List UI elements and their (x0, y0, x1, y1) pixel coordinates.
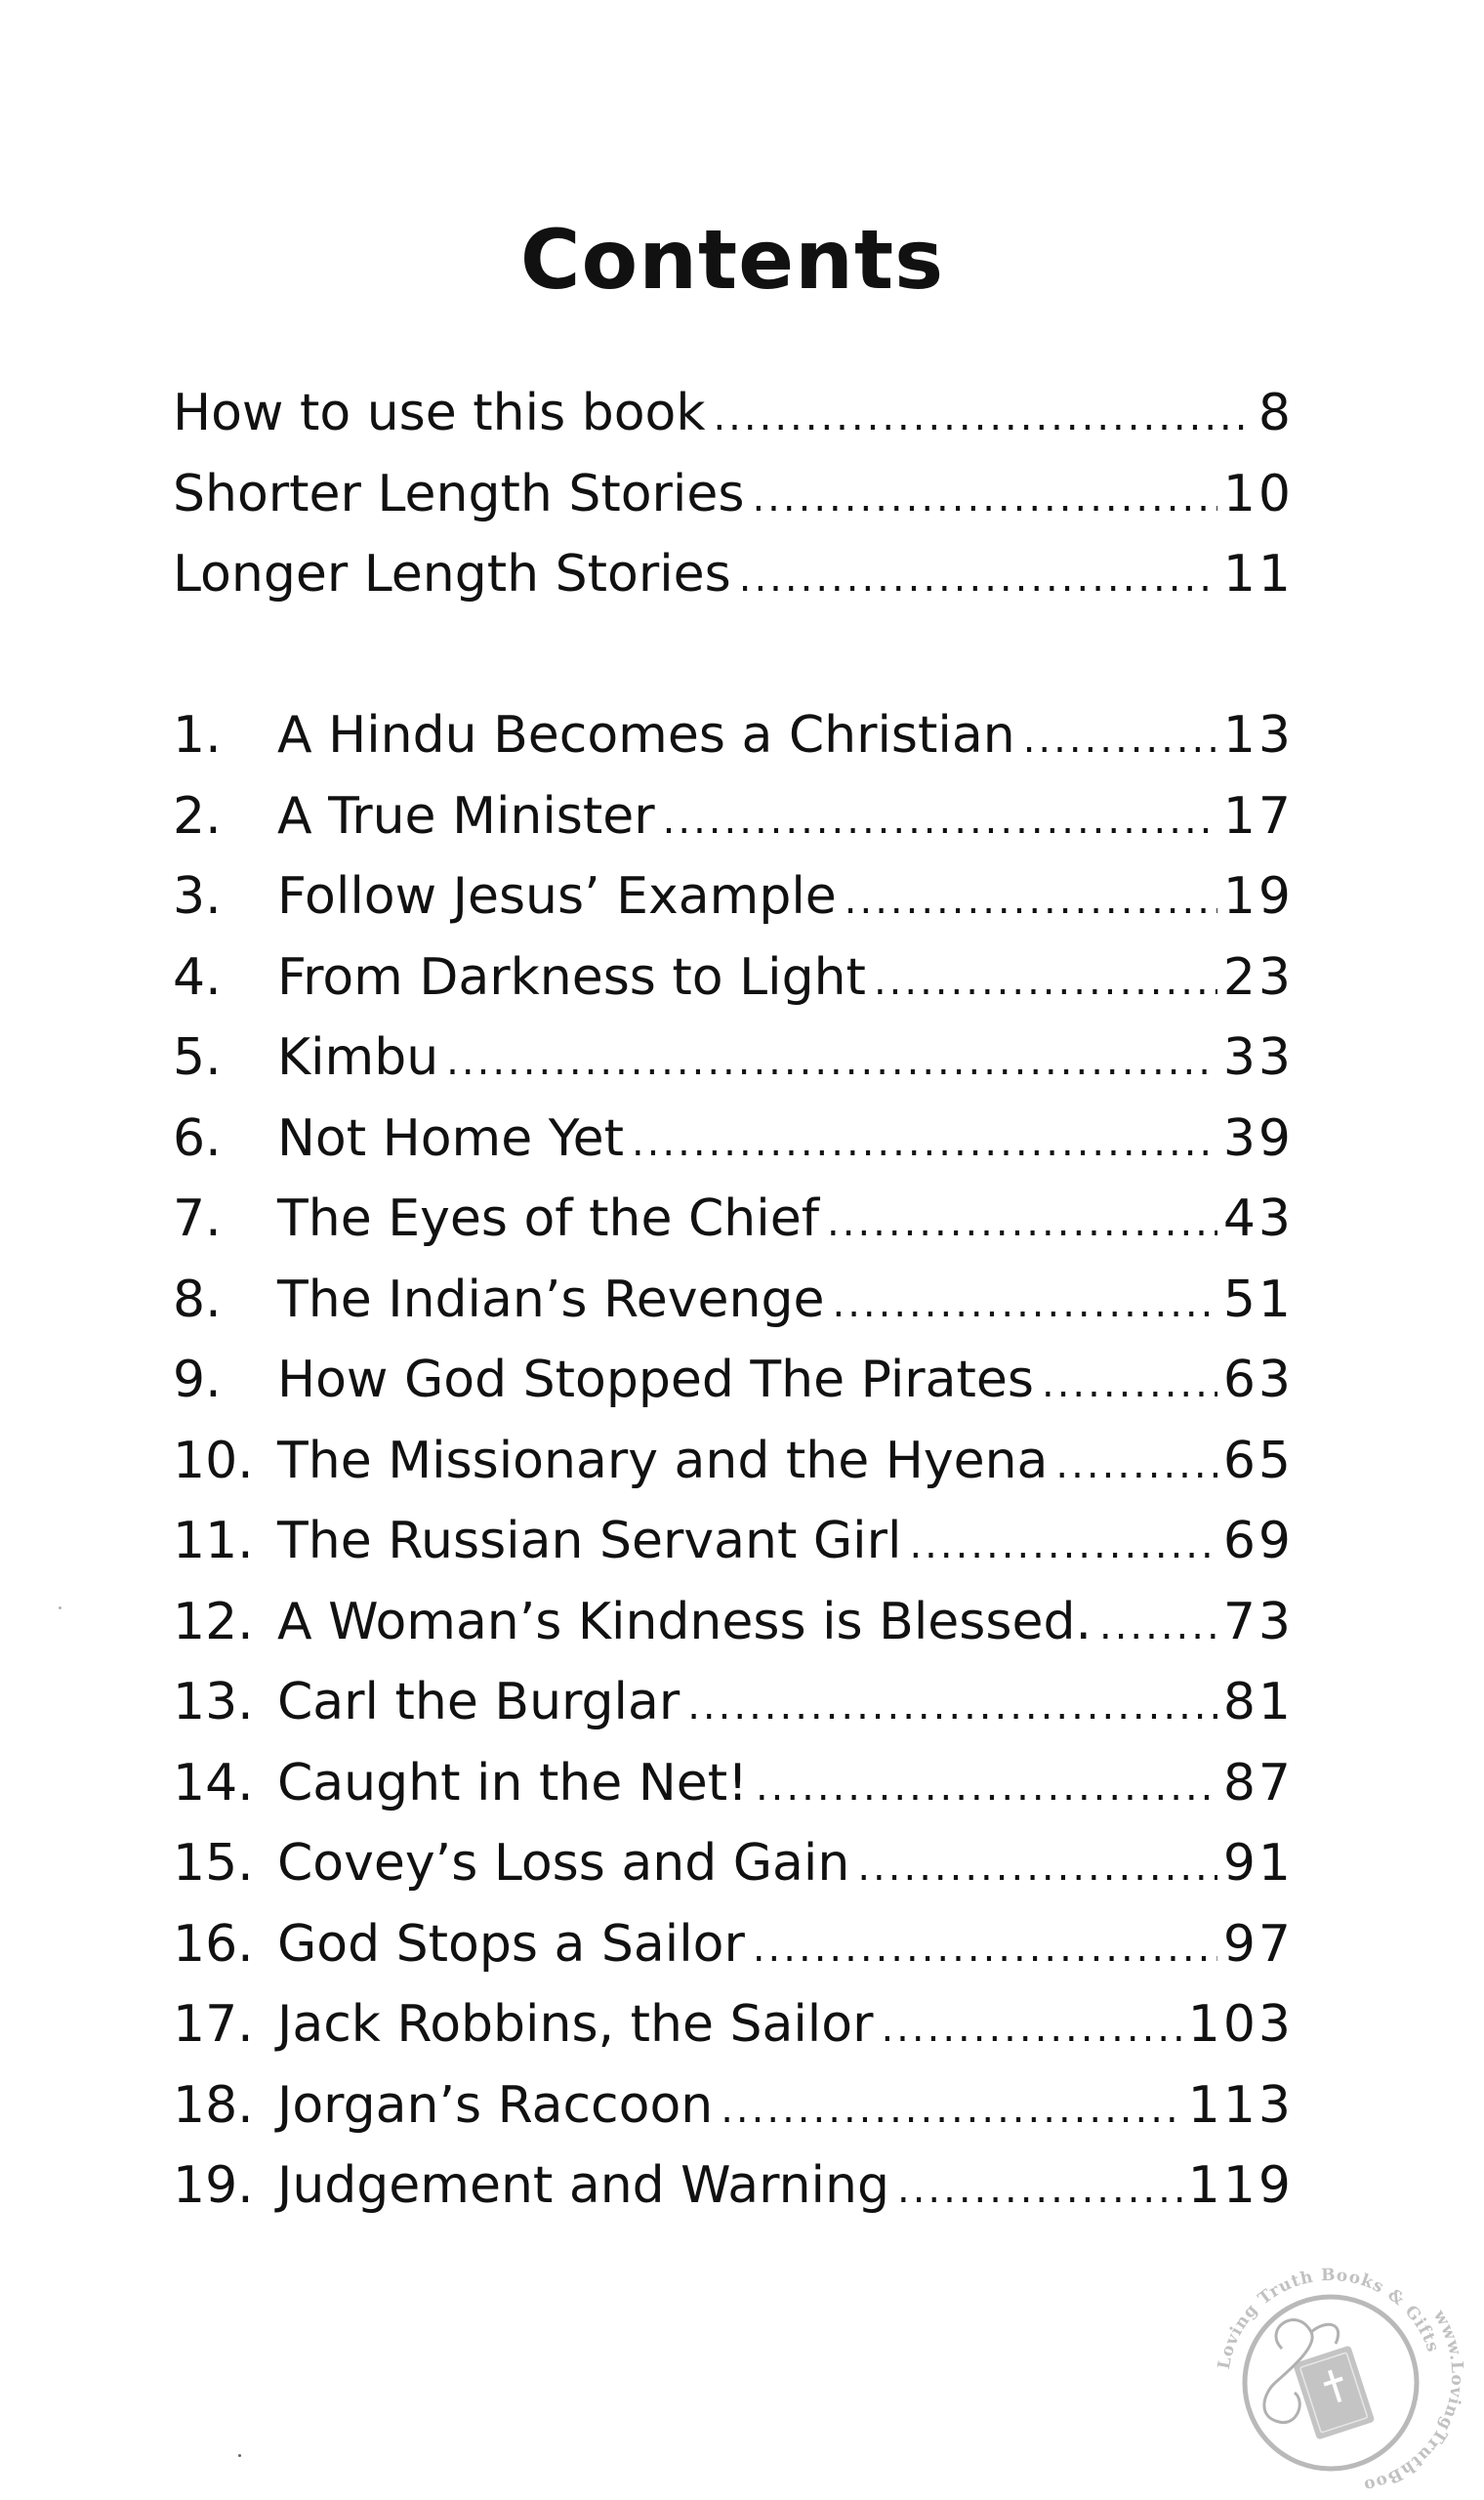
book-and-ribbon-seal-icon (1189, 2236, 1472, 2490)
story-entry (173, 1743, 1294, 1824)
story-entry (173, 1099, 1294, 1180)
story-entry (173, 776, 1294, 857)
story-page: 39 (1222, 1108, 1294, 1168)
dot-leader (845, 860, 1217, 941)
story-page: 65 (1222, 1431, 1294, 1490)
story-number: 11. (173, 1512, 254, 1570)
story-number: 3. (173, 867, 222, 926)
print-speck (59, 1606, 62, 1609)
story-title: A Hindu Becomes a Christian (277, 706, 1015, 765)
publisher-watermark-seal (1189, 2236, 1472, 2490)
toc-entry-title: Longer Length Stories (173, 545, 731, 604)
story-page: 69 (1222, 1512, 1294, 1570)
toc-entry (173, 454, 1294, 535)
story-page: 73 (1222, 1592, 1294, 1651)
story-number: 15. (173, 1834, 254, 1893)
toc-entry-title: Shorter Length Stories (173, 464, 745, 523)
dot-leader (756, 1747, 1217, 1828)
dot-leader (1099, 1586, 1217, 1667)
dot-leader (446, 1021, 1217, 1103)
story-page: 17 (1222, 786, 1294, 846)
story-title: The Russian Servant Girl (277, 1512, 902, 1570)
toc-entry-page: 11 (1222, 545, 1294, 604)
story-number: 17. (173, 1995, 254, 2054)
story-entry (173, 1018, 1294, 1099)
story-page: 19 (1222, 867, 1294, 926)
story-entry (173, 1421, 1294, 1502)
story-entry (173, 1662, 1294, 1743)
story-entry (173, 1260, 1294, 1341)
story-number: 13. (173, 1673, 254, 1731)
story-title: The Missionary and the Hyena (277, 1431, 1049, 1490)
dot-leader (663, 780, 1217, 861)
story-page: 91 (1222, 1834, 1294, 1893)
toc-entry (173, 534, 1294, 615)
story-entry (173, 1582, 1294, 1663)
dot-leader (752, 458, 1216, 539)
dot-leader (632, 1103, 1217, 1184)
story-entry (173, 1823, 1294, 1904)
page-title: Contents (519, 212, 945, 309)
dot-leader (832, 1264, 1216, 1345)
story-number: 16. (173, 1914, 254, 1974)
story-title: Jack Robbins, the Sailor (277, 1995, 874, 2054)
watermark-text-side: www.LovingTruthBoo (1361, 2307, 1467, 2490)
story-number: 6. (173, 1108, 222, 1168)
dot-leader (1042, 1344, 1217, 1425)
story-entry (173, 1179, 1294, 1260)
story-title: Carl the Burglar (277, 1673, 680, 1731)
story-number: 1. (173, 706, 222, 765)
story-number: 14. (173, 1753, 254, 1812)
story-entry (173, 856, 1294, 938)
story-title: How God Stopped The Pirates (277, 1351, 1034, 1409)
story-page: 97 (1222, 1914, 1294, 1974)
story-title: A Woman’s Kindness is Blessed. (277, 1592, 1092, 1651)
story-number: 9. (173, 1351, 222, 1409)
story-title: Kimbu (277, 1028, 439, 1087)
story-page: 43 (1222, 1189, 1294, 1248)
story-entry (173, 1904, 1294, 1985)
story-page: 23 (1222, 947, 1294, 1007)
story-number: 19. (173, 2156, 254, 2215)
print-speck (238, 2454, 241, 2457)
dot-leader (721, 2069, 1182, 2150)
story-page: 119 (1187, 2156, 1294, 2215)
story-title: From Darkness to Light (277, 947, 866, 1007)
dot-leader (827, 1183, 1217, 1264)
story-entry (173, 1501, 1294, 1582)
story-entry (173, 1984, 1294, 2065)
story-title: The Eyes of the Chief (277, 1189, 820, 1248)
story-title: Follow Jesus’ Example (277, 867, 837, 926)
story-number: 2. (173, 786, 222, 846)
story-entry (173, 695, 1294, 776)
watermark-text-top: Loving Truth Books & Gifts (1214, 2265, 1443, 2371)
story-page: 87 (1222, 1753, 1294, 1812)
toc-entry-page: 8 (1257, 384, 1294, 442)
dot-leader (1055, 1425, 1216, 1506)
dot-leader (753, 1908, 1217, 1989)
dot-leader (713, 377, 1252, 458)
story-title: Judgement and Warning (277, 2156, 889, 2215)
story-number: 5. (173, 1028, 222, 1087)
toc-entry (173, 373, 1294, 454)
story-title: Caught in the Net! (277, 1753, 748, 1812)
dot-leader (739, 538, 1217, 619)
story-page: 51 (1222, 1270, 1294, 1329)
dot-leader (687, 1666, 1217, 1747)
stories-list (173, 695, 1294, 2227)
story-entry (173, 2146, 1294, 2227)
story-page: 33 (1222, 1028, 1294, 1087)
story-number: 8. (173, 1270, 222, 1329)
story-title: Covey’s Loss and Gain (277, 1834, 850, 1893)
story-entry (173, 2065, 1294, 2146)
story-number: 12. (173, 1592, 254, 1651)
story-title: God Stops a Sailor (277, 1914, 745, 1974)
story-title: A True Minister (277, 786, 655, 846)
dot-leader (857, 1827, 1217, 1908)
story-number: 10. (173, 1431, 254, 1490)
front-matter-list (173, 373, 1294, 615)
story-number: 7. (173, 1189, 222, 1248)
story-title: The Indian’s Revenge (277, 1270, 825, 1329)
story-number: 18. (173, 2075, 254, 2135)
story-page: 63 (1222, 1351, 1294, 1409)
dot-leader (909, 1505, 1216, 1586)
story-title: Jorgan’s Raccoon (277, 2075, 714, 2135)
story-entry (173, 938, 1294, 1019)
dot-leader (881, 1988, 1181, 2069)
story-page: 103 (1187, 1995, 1294, 2054)
dot-leader (897, 2149, 1182, 2230)
story-page: 13 (1222, 706, 1294, 765)
story-page: 81 (1222, 1673, 1294, 1731)
dot-leader (1023, 699, 1217, 780)
dot-leader (874, 941, 1217, 1022)
story-number: 4. (173, 947, 222, 1007)
toc-entry-title: How to use this book (173, 384, 706, 442)
toc-entry-page: 10 (1222, 464, 1294, 523)
story-entry (173, 1340, 1294, 1421)
story-title: Not Home Yet (277, 1108, 624, 1168)
story-page: 113 (1187, 2075, 1294, 2135)
